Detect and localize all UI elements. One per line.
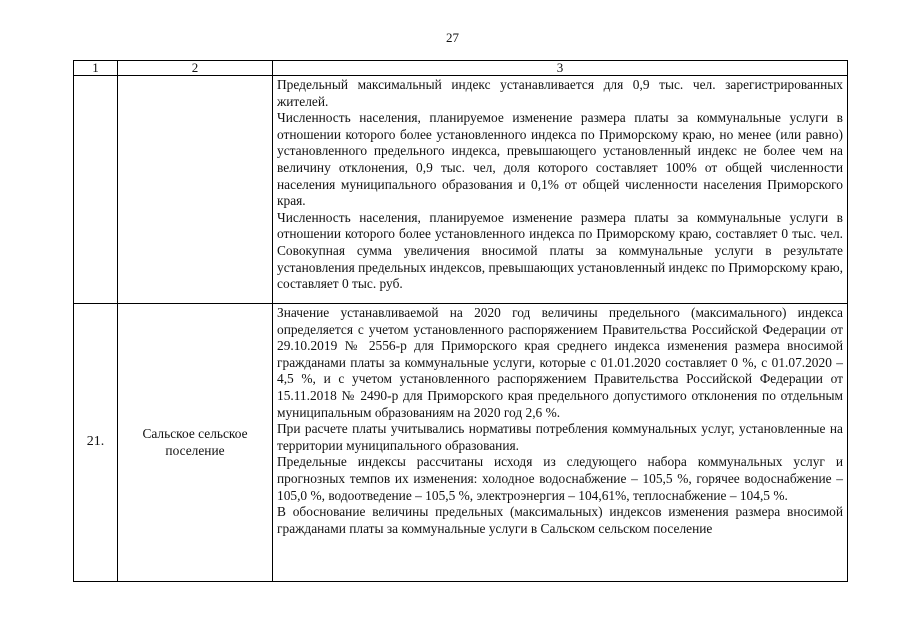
paragraph: Численность населения, планируемое изменение размера платы за коммунальные услуги в отношении которого более установленного индекса по Приморскому краю, но менее (или равно) установленного предельного индекса, превышающего установленный индекс не более чем на величину отклонения, 0,9 тыс. чел, доля которого составляет 100% от общей численности населения муниципального образования и 0,1% от общей численности населения Приморского края.: [277, 110, 843, 209]
table-header-row: [74, 61, 848, 76]
table-row: [74, 76, 848, 304]
description-cell: [273, 304, 848, 582]
page-number: 27: [446, 30, 459, 45]
description-cell: [273, 76, 848, 304]
paragraph: Предельный максимальный индекс устанавливается для 0,9 тыс. чел. зарегистрированных жителей.: [277, 77, 843, 109]
row-number: [74, 76, 118, 304]
paragraph: Численность населения, планируемое изменение размера платы за коммунальные услуги в отношении которого более установленного индекса по Приморскому краю, составляет 0 тыс. чел. Совокупная сумма увеличения вносимой платы за коммунальные услуги в результате установления предельных индексов, превышающих установленный индекс по Приморскому краю, составляет 0 тыс. руб.: [277, 209, 843, 292]
header-col-3: 3: [273, 61, 848, 76]
paragraph: В обоснование величины предельных (максимальных) индексов изменения размера вносимой гражданами платы за коммунальные услуги в Сальском сельском поселение: [277, 504, 843, 536]
paragraph: Предельные индексы рассчитаны исходя из следующего набора коммунальных услуг и прогнозных темпов их изменения: холодное водоснабжение – 105,5 %, горячее водоснабжение – 105,0 %, водоотведение – 105,5 %, электроэнергия – 104,61%, теплоснабжение – 104,5 %.: [277, 454, 843, 503]
paragraph: При расчете платы учитывались нормативы потребления коммунальных услуг, установленные на территории муниципального образования.: [277, 421, 843, 453]
header-col-2: 2: [118, 61, 273, 76]
table-row: [74, 304, 848, 582]
municipality-name: Сальское сельское поселение: [118, 304, 273, 582]
document-table: [73, 60, 848, 582]
row-number: 21.: [74, 304, 118, 582]
paragraph: Значение устанавливаемой на 2020 год величины предельного (максимального) индекса определяется с учетом установленного распоряжением Правительства Российской Федерации от 29.10.2019 № 2556-р для Приморского края среднего индекса изменения размера вносимой гражданами платы за коммунальные услуги, которые с 01.01.2020 составляет 0 %, с 01.07.2020 – 4,5 %, и с учетом установленного распоряжением Правительства Российской Федерации от 15.11.2018 № 2490-р для Приморского края предельного допустимого отклонения по отдельным муниципальным образованиям на 2020 год 2,6 %.: [277, 305, 843, 420]
header-col-1: 1: [74, 61, 118, 76]
municipality-name: [118, 76, 273, 304]
